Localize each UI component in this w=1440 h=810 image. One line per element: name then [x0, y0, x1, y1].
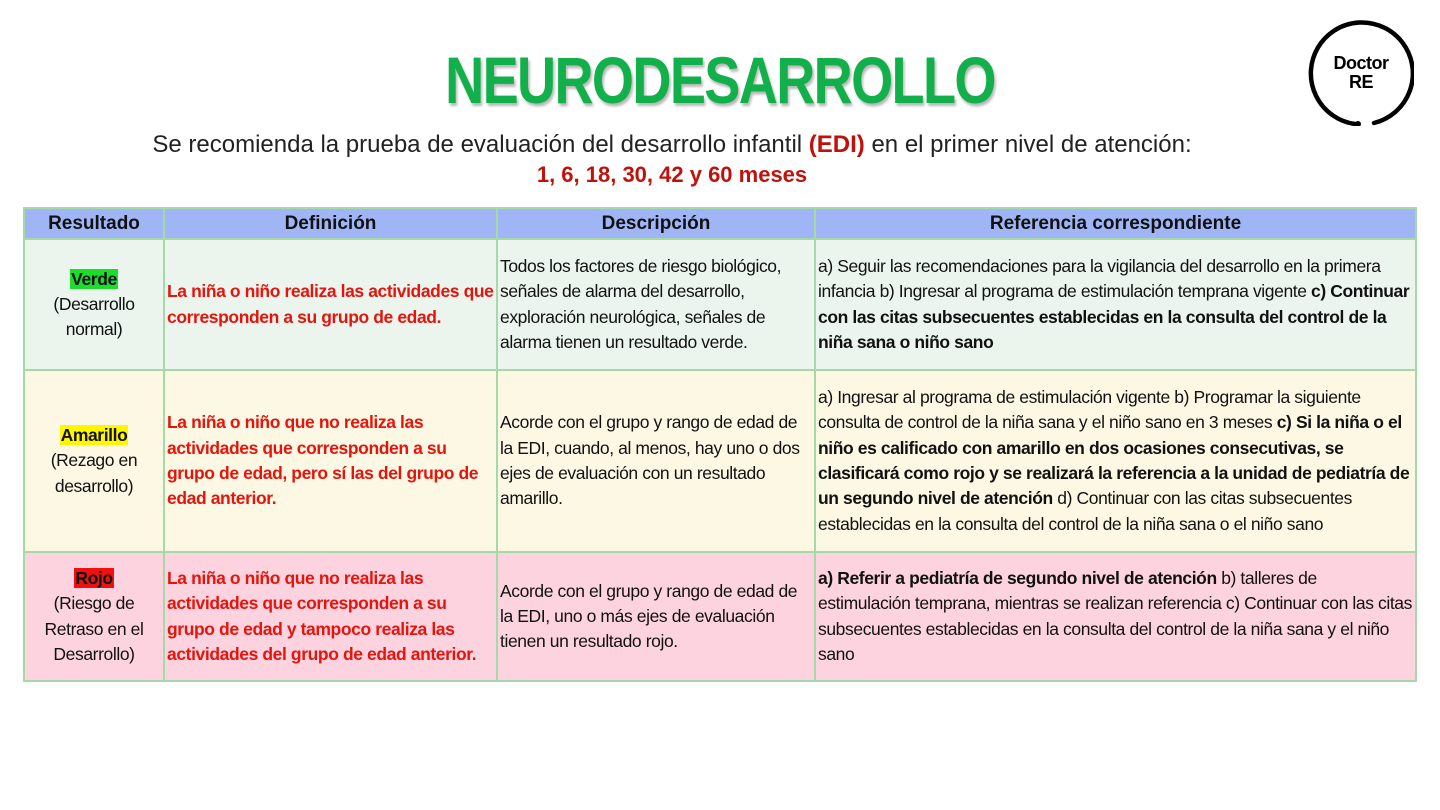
reference-tail-amarillo: d) Continuar con las citas subsecuentes establecidas en la consulta del control de la niña sana o el niño sano — [818, 488, 1352, 534]
edi-results-table — [23, 207, 1417, 682]
description-cell-amarillo: Acorde con el grupo y rango de edad de la EDI, cuando, al menos, hay uno o dos ejes de evaluación con un resultado amarillo. — [497, 370, 815, 552]
page-title: NEURODESARROLLO — [445, 43, 995, 117]
reference-cell-rojo — [815, 552, 1416, 681]
result-cell-verde — [24, 239, 164, 370]
table-row-amarillo — [24, 370, 1416, 552]
reference-plain-amarillo: a) Ingresar al programa de estimulación vigente b) Programar la siguiente consulta de control de la niña sana y el niño sano en 3 meses — [818, 387, 1361, 433]
reference-cell-verde — [815, 239, 1416, 370]
header-descripcion: Descripción — [497, 208, 815, 239]
table-header-row — [24, 208, 1416, 239]
subtitle — [0, 130, 1344, 160]
table-row-rojo — [24, 552, 1416, 681]
logo-line-1: Doctor — [1333, 53, 1389, 73]
reference-tail-rojo: b) talleres de estimulación temprana, mientras se realizan referencia c) Continuar con las citas subsecuentes establecidas en la consulta del control de la niña sana y el niño sano — [818, 567, 1412, 664]
definition-cell-amarillo: La niña o niño que no realiza las actividades que corresponden a su grupo de edad, pero sí las del grupo de edad anterior. — [164, 370, 497, 552]
reference-bold-verde: c) Continuar con las citas subsecuentes establecidas en la consulta del control de la niña sana o niño sano — [818, 281, 1410, 352]
subtitle-text-before: Se recomienda la prueba de evaluación del desarrollo infantil — [152, 131, 809, 158]
reference-bold-amarillo: c) Si la niña o el niño es calificado con amarillo en dos ocasiones consecutivas, se clasificará como rojo y se realizará la referencia a la unidad de pediatría de un segundo nivel de atención — [818, 412, 1410, 509]
reference-plain-verde: a) Seguir las recomendaciones para la vigilancia del desarrollo en la primera infancia b) Ingresar al programa de estimulación temprana vigente — [818, 255, 1381, 302]
logo-line-2: RE — [1348, 72, 1373, 92]
result-detail-rojo: (Riesgo de Retraso en el Desarrollo) — [44, 593, 144, 664]
description-cell-verde: Todos los factores de riesgo biológico, señales de alarma del desarrollo, exploración neurológica, señales de alarma tienen un resultado verde. — [497, 239, 815, 370]
definition-cell-verde: La niña o niño realiza las actividades que corresponden a su grupo de edad. — [164, 239, 497, 370]
evaluation-months: 1, 6, 18, 30, 42 y 60 meses — [536, 162, 808, 187]
header-referencia: Referencia correspondiente — [815, 208, 1416, 239]
result-cell-amarillo — [24, 370, 164, 552]
result-tag-rojo: Rojo — [75, 567, 113, 588]
result-detail-verde: (Desarrollo normal) — [53, 293, 135, 340]
result-detail-amarillo: (Rezago en desarrollo) — [50, 450, 138, 496]
definition-cell-rojo: La niña o niño que no realiza las actividades que corresponden a su grupo de edad y tampoco realiza las actividades del grupo de edad anterior. — [164, 552, 497, 681]
doctor-re-logo — [1308, 20, 1414, 126]
subtitle-text-after: en el primer nivel de atención: — [864, 131, 1192, 158]
description-cell-rojo: Acorde con el grupo y rango de edad de la EDI, uno o más ejes de evaluación tienen un resultado rojo. — [497, 552, 815, 681]
reference-cell-amarillo — [815, 370, 1416, 552]
result-tag-amarillo: Amarillo — [60, 425, 128, 446]
table-row-verde — [24, 239, 1416, 370]
result-cell-rojo — [24, 552, 164, 681]
reference-bold-rojo: a) Referir a pediatría de segundo nivel de atención — [818, 567, 1217, 588]
header-definicion: Definición — [164, 208, 497, 239]
result-tag-verde: Verde — [71, 268, 117, 289]
subtitle-edi-highlight: (EDI) — [808, 131, 865, 158]
header-resultado: Resultado — [24, 208, 164, 239]
